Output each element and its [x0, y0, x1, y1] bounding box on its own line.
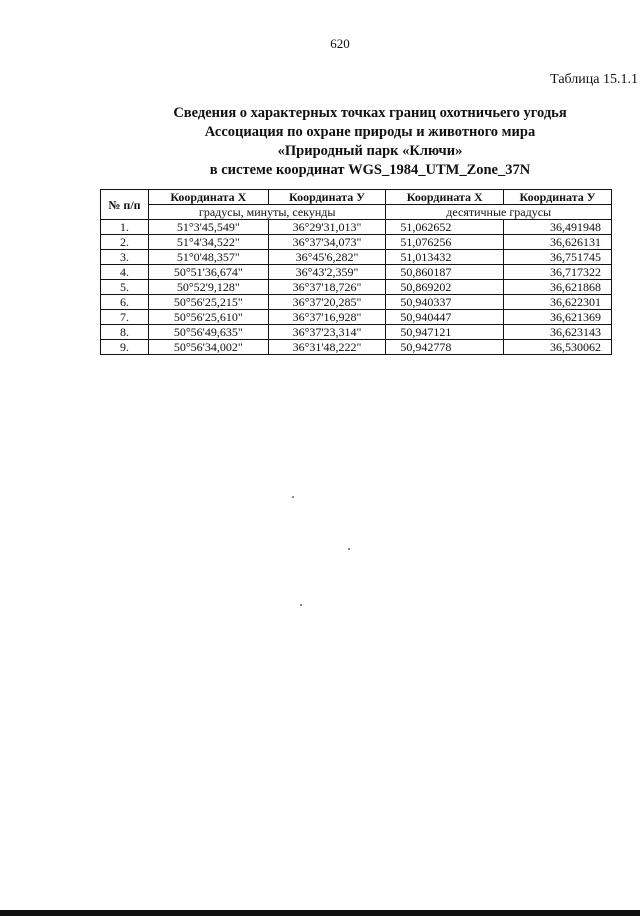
page-number: 620: [330, 36, 350, 51]
dms-y-cell: 36°37'34,073": [268, 235, 386, 250]
decimal-x-cell: 50,947121: [386, 325, 504, 340]
dms-x-cell: 50°52'9,128": [148, 280, 268, 295]
header-coord-y-decimal: Координата У: [504, 190, 612, 205]
heading-line-3: «Природный парк «Ключи»: [277, 143, 463, 159]
decimal-y-cell: 36,751745: [504, 250, 612, 265]
scan-speck: [348, 548, 350, 550]
dms-y-cell: 36°31'48,222": [268, 340, 386, 355]
header-dms-units: градусы, минуты, секунды: [148, 205, 385, 220]
header-coord-x-dms: Координата X: [148, 190, 268, 205]
decimal-y-cell: 36,491948: [504, 220, 612, 235]
decimal-y-cell: 36,717322: [504, 265, 612, 280]
dms-x-cell: 50°56'25,215": [148, 295, 268, 310]
decimal-x-cell: 51,013432: [386, 250, 504, 265]
table-row: [101, 265, 612, 280]
header-coord-x-decimal: Координата X: [386, 190, 504, 205]
row-number-cell: 5.: [101, 280, 149, 295]
dms-x-cell: 50°56'25,610": [148, 310, 268, 325]
header-number: № п/п: [101, 190, 149, 220]
dms-x-cell: 51°0'48,357": [148, 250, 268, 265]
scan-bottom-edge: [0, 910, 640, 916]
decimal-x-cell: 51,076256: [386, 235, 504, 250]
table-row: [101, 295, 612, 310]
heading-line-4: в системе координат WGS_1984_UTM_Zone_37N: [209, 162, 531, 178]
row-number-cell: 4.: [101, 265, 149, 280]
decimal-x-cell: 50,860187: [386, 265, 504, 280]
dms-x-cell: 50°56'34,002": [148, 340, 268, 355]
dms-y-cell: 36°37'20,285": [268, 295, 386, 310]
table-row: [101, 325, 612, 340]
dms-x-cell: 51°3'45,549": [148, 220, 268, 235]
dms-y-cell: 36°37'18,726": [268, 280, 386, 295]
decimal-x-cell: 51,062652: [386, 220, 504, 235]
dms-y-cell: 36°45'6,282": [268, 250, 386, 265]
dms-x-cell: 51°4'34,522": [148, 235, 268, 250]
dms-y-cell: 36°37'16,928": [268, 310, 386, 325]
decimal-y-cell: 36,626131: [504, 235, 612, 250]
scan-speck: [292, 496, 294, 498]
table-row: [101, 235, 612, 250]
decimal-y-cell: 36,530062: [504, 340, 612, 355]
row-number-cell: 6.: [101, 295, 149, 310]
row-number-cell: 1.: [101, 220, 149, 235]
decimal-y-cell: 36,623143: [504, 325, 612, 340]
header-decimal-units: десятичные градусы: [386, 205, 612, 220]
dms-y-cell: 36°43'2,359": [268, 265, 386, 280]
table-subheader-row: [101, 205, 612, 220]
heading-line-1: Сведения о характерных точках границ охотничьего угодья: [173, 105, 567, 121]
header-coord-y-dms: Координата У: [268, 190, 386, 205]
table-label: Таблица 15.1.1: [550, 72, 638, 87]
table-row: [101, 250, 612, 265]
decimal-x-cell: 50,942778: [386, 340, 504, 355]
table-body: [101, 220, 612, 355]
row-number-cell: 2.: [101, 235, 149, 250]
table-heading: [120, 104, 620, 180]
row-number-cell: 7.: [101, 310, 149, 325]
decimal-x-cell: 50,940337: [386, 295, 504, 310]
dms-y-cell: 36°37'23,314": [268, 325, 386, 340]
row-number-cell: 9.: [101, 340, 149, 355]
decimal-x-cell: 50,940447: [386, 310, 504, 325]
table-row: [101, 340, 612, 355]
dms-x-cell: 50°51'36,674": [148, 265, 268, 280]
table-row: [101, 310, 612, 325]
table-row: [101, 220, 612, 235]
table-row: [101, 280, 612, 295]
decimal-y-cell: 36,622301: [504, 295, 612, 310]
decimal-y-cell: 36,621868: [504, 280, 612, 295]
row-number-cell: 3.: [101, 250, 149, 265]
row-number-cell: 8.: [101, 325, 149, 340]
dms-y-cell: 36°29'31,013": [268, 220, 386, 235]
table-header-row: [101, 190, 612, 205]
decimal-y-cell: 36,621369: [504, 310, 612, 325]
dms-x-cell: 50°56'49,635": [148, 325, 268, 340]
coordinates-table: [100, 189, 612, 355]
heading-line-2: Ассоциация по охране природы и животного мира: [204, 124, 536, 140]
decimal-x-cell: 50,869202: [386, 280, 504, 295]
scan-speck: [300, 604, 302, 606]
